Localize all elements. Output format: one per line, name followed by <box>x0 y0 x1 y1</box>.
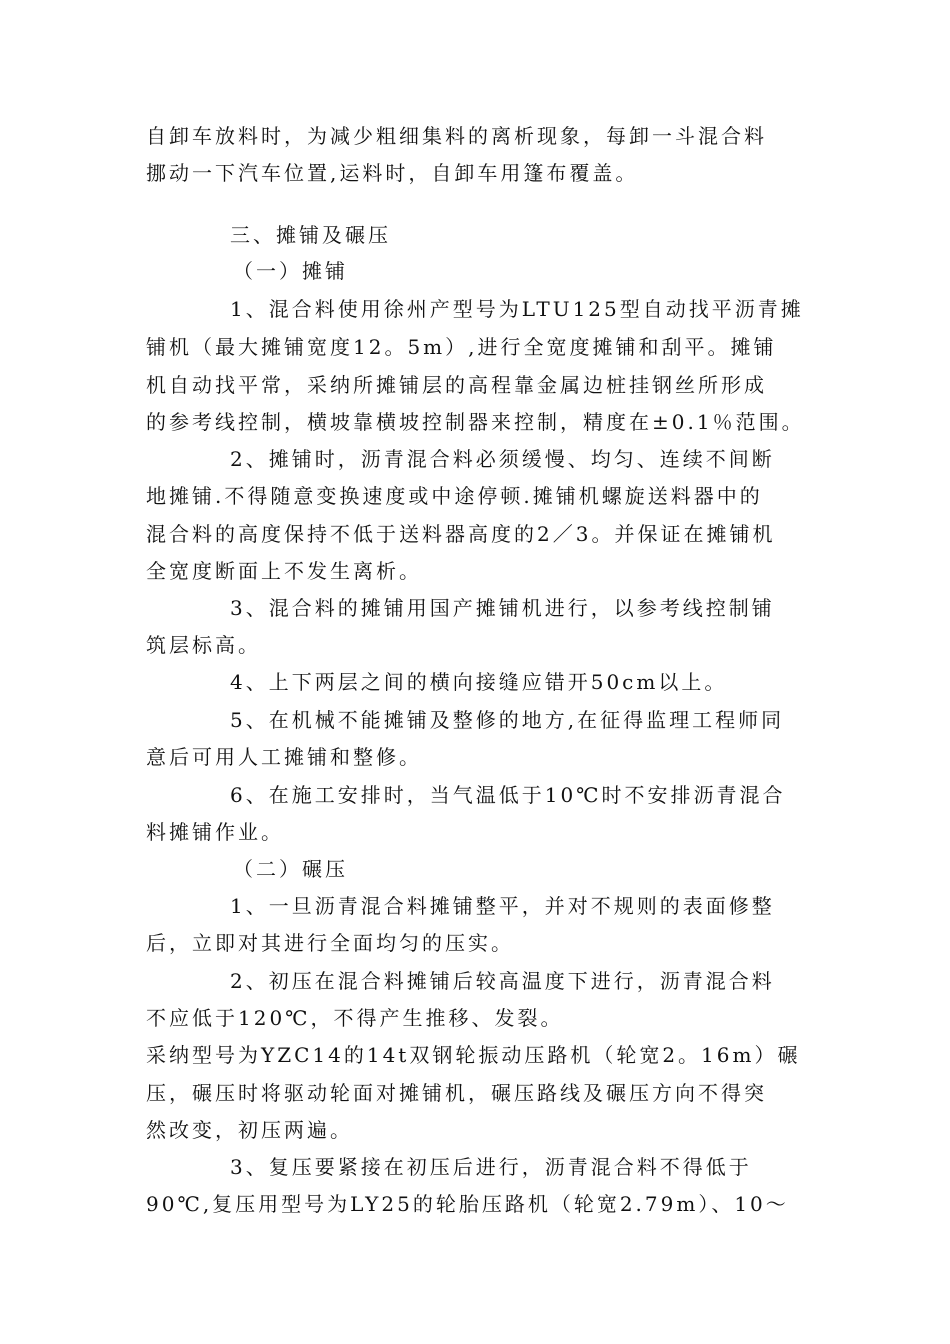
paragraph-line: 1、混合料使用徐州产型号为LTU125型自动找平沥青摊 <box>230 297 804 321</box>
paragraph-line: 5、在机械不能摊铺及整修的地方,在征得监理工程师同 <box>230 708 785 732</box>
paragraph-line: 铺机（最大摊铺宽度12。5m）,进行全宽度摊铺和刮平。摊铺 <box>146 335 777 359</box>
paragraph-line: 自卸车放料时，为减少粗细集料的离析现象，每卸一斗混合料 <box>146 124 767 148</box>
paragraph-line: 挪动一下汽车位置,运料时，自卸车用篷布覆盖。 <box>146 161 639 185</box>
paragraph-line: 4、上下两层之间的横向接缝应错开50cm以上。 <box>230 670 728 694</box>
paragraph-line: 采纳型号为YZC14的14t双钢轮振动压路机（轮宽2。16m）碾 <box>146 1043 801 1067</box>
paragraph-line: 3、复压要紧接在初压后进行，沥青混合料不得低于 <box>230 1155 752 1179</box>
paragraph-line: 不应低于120℃，不得产生推移、发裂。 <box>146 1006 564 1030</box>
paragraph-line: 6、在施工安排时，当气温低于10℃时不安排沥青混合 <box>230 783 786 807</box>
paragraph-line: 意后可用人工摊铺和整修。 <box>146 745 422 769</box>
paragraph-line: 料摊铺作业。 <box>146 820 284 844</box>
paragraph-line: 的参考线控制，横坡靠横坡控制器来控制，精度在±0.1％范围。 <box>146 410 805 434</box>
paragraph-line: 混合料的高度保持不低于送料器高度的2／3。并保证在摊铺机 <box>146 522 776 546</box>
paragraph-line: 1、一旦沥青混合料摊铺整平，并对不规则的表面修整 <box>230 894 775 918</box>
paragraph-line: 然改变，初压两遍。 <box>146 1118 353 1142</box>
paragraph-line: 90℃,复压用型号为LY25的轮胎压路机（轮宽2.79m）、10～ <box>146 1192 789 1216</box>
paragraph-line: 压，碾压时将驱动轮面对摊铺机，碾压路线及碾压方向不得突 <box>146 1081 767 1105</box>
subsection-heading: （二）碾压 <box>233 857 348 881</box>
paragraph-line: 全宽度断面上不发生离析。 <box>146 559 422 583</box>
paragraph-line: 机自动找平常，采纳所摊铺层的高程靠金属边桩挂钢丝所形成 <box>146 373 767 397</box>
paragraph-line: 3、混合料的摊铺用国产摊铺机进行，以参考线控制铺 <box>230 596 775 620</box>
paragraph-line: 2、初压在混合料摊铺后较高温度下进行，沥青混合料 <box>230 969 775 993</box>
section-heading: 三、摊铺及碾压 <box>230 223 391 247</box>
subsection-heading: （一）摊铺 <box>233 259 348 283</box>
paragraph-line: 筑层标高。 <box>146 633 261 657</box>
paragraph-line: 地摊铺.不得随意变换速度或中途停顿.摊铺机螺旋送料器中的 <box>146 484 763 508</box>
paragraph-line: 2、摊铺时，沥青混合料必须缓慢、均匀、连续不间断 <box>230 447 775 471</box>
paragraph-line: 后，立即对其进行全面均匀的压实。 <box>146 931 514 955</box>
